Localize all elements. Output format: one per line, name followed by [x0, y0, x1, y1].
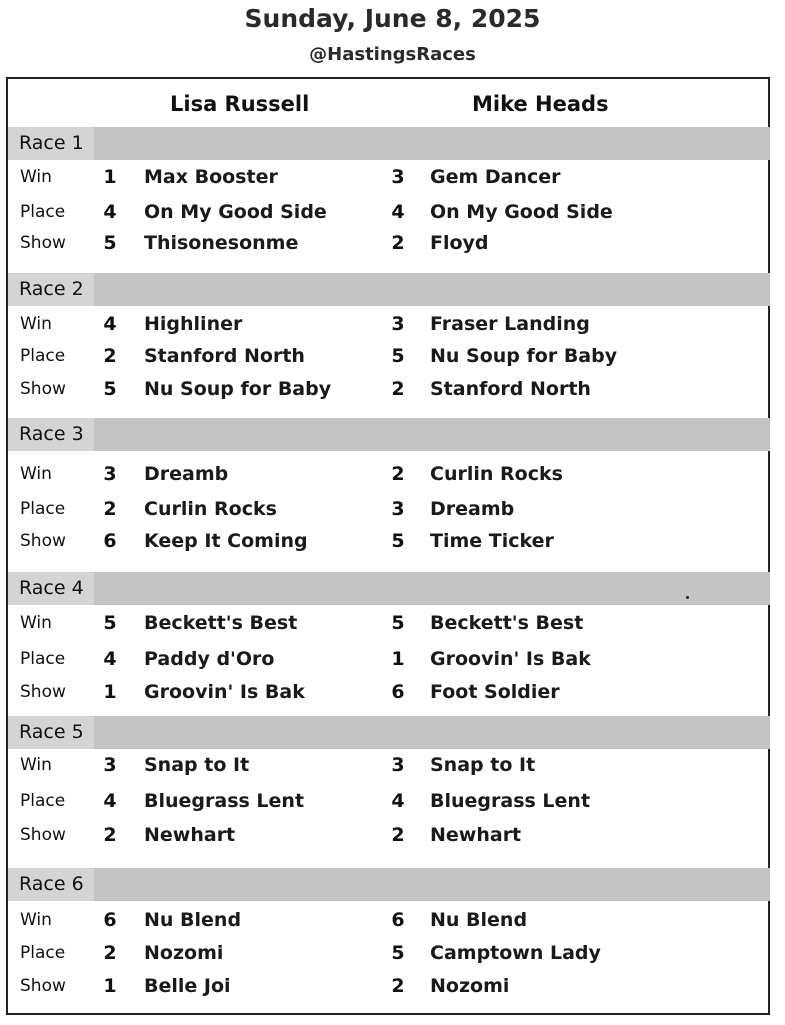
handicapper-2-program-number: 2	[391, 232, 405, 254]
handicapper-1-program-number: 2	[103, 824, 117, 846]
handicapper-2-program-number: 2	[391, 463, 405, 485]
stray-dot	[686, 596, 689, 599]
race-label: Race 5	[8, 716, 94, 749]
bet-type-label: Place	[20, 346, 66, 366]
handicapper-2-program-number: 3	[391, 313, 405, 335]
handicapper-1-horse-name: Max Booster	[144, 166, 278, 188]
handicapper-2-program-number: 3	[391, 754, 405, 776]
bet-type-label: Place	[20, 943, 66, 963]
handicapper-1-program-number: 5	[103, 232, 117, 254]
handicapper-1-program-number: 1	[103, 166, 117, 188]
pick-row	[8, 459, 770, 489]
bet-type-label: Win	[20, 464, 52, 484]
bet-type-label: Place	[20, 791, 66, 811]
pick-row	[8, 938, 770, 968]
handicapper-1-program-number: 5	[103, 378, 117, 400]
handicapper-1-program-number: 3	[103, 463, 117, 485]
handicapper-1-horse-name: Bluegrass Lent	[144, 790, 305, 812]
handicapper-1-horse-name: Nu Blend	[144, 909, 242, 931]
handicapper-2-horse-name: Nozomi	[430, 975, 510, 997]
handicapper-1-horse-name: Nu Soup for Baby	[144, 378, 332, 400]
handicapper-2-horse-name: Time Ticker	[430, 530, 554, 552]
bet-type-label: Place	[20, 649, 66, 669]
handicapper-1-horse-name: On My Good Side	[144, 201, 327, 223]
handicapper-2-horse-name: On My Good Side	[430, 201, 613, 223]
handicapper-1-horse-name: Keep It Coming	[144, 530, 308, 552]
bet-type-label: Win	[20, 613, 52, 633]
race-header-band	[8, 572, 770, 605]
handicapper-1-horse-name: Groovin' Is Bak	[144, 681, 305, 703]
handicapper-2-horse-name: Newhart	[430, 824, 522, 846]
handicapper-1-horse-name: Paddy d'Oro	[144, 648, 275, 670]
race-header-band	[8, 418, 770, 451]
handicapper-2-horse-name: Stanford North	[430, 378, 591, 400]
handicapper-2-program-number: 2	[391, 824, 405, 846]
handicapper-1-program-number: 5	[103, 612, 117, 634]
bet-type-label: Show	[20, 379, 66, 399]
race-label: Race 3	[8, 418, 94, 451]
bet-type-label: Win	[20, 910, 52, 930]
pick-row	[8, 750, 770, 780]
handicapper-2-program-number: 2	[391, 378, 405, 400]
handicapper-1-program-number: 2	[103, 498, 117, 520]
handicapper-1-horse-name: Newhart	[144, 824, 236, 846]
pick-row	[8, 162, 770, 192]
handicapper-1-header: Lisa Russell	[170, 92, 310, 116]
pick-row	[8, 197, 770, 227]
handicapper-2-program-number: 6	[391, 909, 405, 931]
handicapper-2-horse-name: Camptown Lady	[430, 942, 601, 964]
handicapper-1-program-number: 4	[103, 648, 117, 670]
bet-type-label: Show	[20, 233, 66, 253]
race-label: Race 1	[8, 127, 94, 160]
handicapper-1-horse-name: Beckett's Best	[144, 612, 298, 634]
handicapper-2-program-number: 5	[391, 942, 405, 964]
handicapper-2-horse-name: Snap to It	[430, 754, 536, 776]
handicapper-2-header: Mike Heads	[472, 92, 609, 116]
handicapper-1-horse-name: Nozomi	[144, 942, 224, 964]
handicapper-1-horse-name: Curlin Rocks	[144, 498, 277, 520]
handicapper-2-horse-name: Floyd	[430, 232, 489, 254]
handicapper-1-program-number: 4	[103, 313, 117, 335]
social-handle: @HastingsRaces	[309, 44, 476, 65]
pick-row	[8, 971, 770, 1001]
handicapper-1-program-number: 1	[103, 681, 117, 703]
handicapper-1-program-number: 6	[103, 530, 117, 552]
handicapper-1-program-number: 4	[103, 790, 117, 812]
handicapper-2-program-number: 2	[391, 975, 405, 997]
race-label: Race 4	[8, 572, 94, 605]
handicapper-2-program-number: 5	[391, 530, 405, 552]
bet-type-label: Place	[20, 202, 66, 222]
race-label: Race 6	[8, 868, 94, 901]
handicapper-1-horse-name: Belle Joi	[144, 975, 231, 997]
handicapper-2-horse-name: Beckett's Best	[430, 612, 584, 634]
pick-row	[8, 677, 770, 707]
handicapper-1-program-number: 1	[103, 975, 117, 997]
bet-type-label: Show	[20, 976, 66, 996]
pick-row	[8, 526, 770, 556]
handicapper-2-horse-name: Gem Dancer	[430, 166, 561, 188]
handicapper-2-program-number: 4	[391, 201, 405, 223]
handicapper-2-program-number: 4	[391, 790, 405, 812]
race-header-band	[8, 716, 770, 749]
handicapper-2-program-number: 6	[391, 681, 405, 703]
handicapper-1-program-number: 2	[103, 942, 117, 964]
bet-type-label: Show	[20, 531, 66, 551]
pick-row	[8, 644, 770, 674]
handicapper-2-program-number: 5	[391, 612, 405, 634]
handicapper-2-program-number: 3	[391, 166, 405, 188]
handicapper-2-horse-name: Dreamb	[430, 498, 515, 520]
race-header-band	[8, 127, 770, 160]
pick-row	[8, 820, 770, 850]
handicapper-2-horse-name: Nu Soup for Baby	[430, 345, 618, 367]
bet-type-label: Show	[20, 682, 66, 702]
handicapper-2-program-number: 3	[391, 498, 405, 520]
pick-row	[8, 341, 770, 371]
bet-type-label: Place	[20, 499, 66, 519]
handicapper-2-horse-name: Bluegrass Lent	[430, 790, 591, 812]
bet-type-label: Win	[20, 314, 52, 334]
handicapper-2-horse-name: Fraser Landing	[430, 313, 590, 335]
race-header-band	[8, 868, 770, 901]
handicapper-1-horse-name: Snap to It	[144, 754, 250, 776]
page-title: Sunday, June 8, 2025	[244, 4, 541, 33]
handicapper-1-horse-name: Stanford North	[144, 345, 305, 367]
bet-type-label: Win	[20, 755, 52, 775]
bet-type-label: Show	[20, 825, 66, 845]
bet-type-label: Win	[20, 167, 52, 187]
handicapper-2-horse-name: Nu Blend	[430, 909, 528, 931]
handicapper-2-program-number: 5	[391, 345, 405, 367]
pick-row	[8, 905, 770, 935]
pick-row	[8, 228, 770, 258]
handicapper-1-program-number: 6	[103, 909, 117, 931]
pick-row	[8, 608, 770, 638]
pick-row	[8, 494, 770, 524]
handicapper-1-horse-name: Highliner	[144, 313, 243, 335]
handicapper-1-program-number: 4	[103, 201, 117, 223]
pick-row	[8, 786, 770, 816]
handicapper-2-program-number: 1	[391, 648, 405, 670]
pick-row	[8, 374, 770, 404]
race-label: Race 2	[8, 273, 94, 306]
handicapper-1-program-number: 3	[103, 754, 117, 776]
handicapper-2-horse-name: Groovin' Is Bak	[430, 648, 591, 670]
handicapper-1-horse-name: Thisonesonme	[144, 232, 299, 254]
handicapper-2-horse-name: Curlin Rocks	[430, 463, 563, 485]
race-header-band	[8, 273, 770, 306]
handicapper-1-horse-name: Dreamb	[144, 463, 229, 485]
handicapper-1-program-number: 2	[103, 345, 117, 367]
handicapper-2-horse-name: Foot Soldier	[430, 681, 560, 703]
pick-row	[8, 309, 770, 339]
